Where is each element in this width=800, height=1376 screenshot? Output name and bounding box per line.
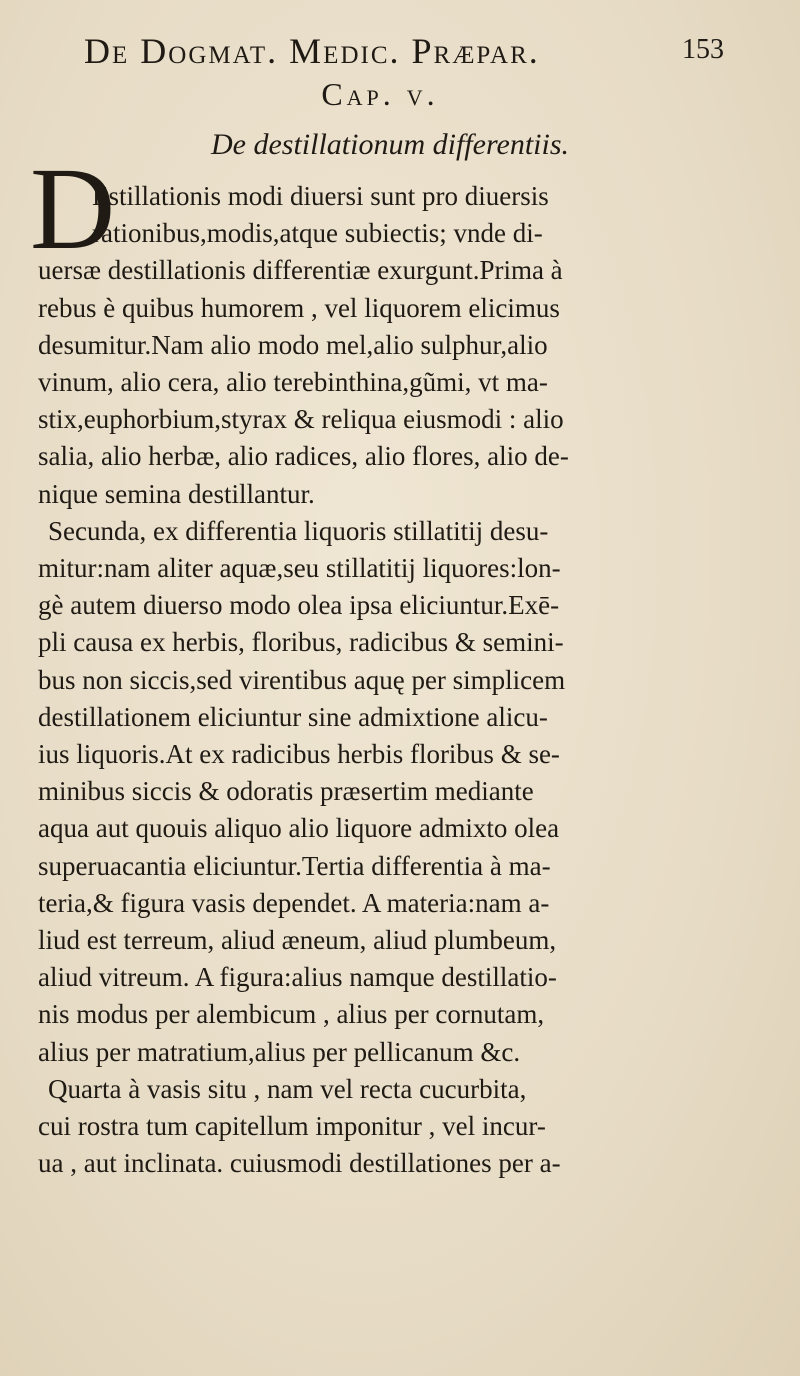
- text-line: teria,& figura vasis dependet. A materia:nam a-: [38, 887, 550, 918]
- text-line: minibus siccis & odoratis præsertim mediante: [38, 776, 534, 807]
- text-line: destillationem eliciuntur sine admixtione alicu-: [38, 701, 548, 732]
- text-line: gè autem diuerso modo olea ipsa eliciuntur.Exē-: [38, 590, 560, 621]
- chapter-heading: Cap. v.: [321, 76, 439, 112]
- text-line: nis modus per alembicum , alius per cornutam,: [38, 999, 545, 1030]
- text-line: pli causa ex herbis, floribus, radicibus & semini-: [38, 627, 564, 658]
- text-line: desumitur.Nam alio modo mel,alio sulphur,alio: [38, 329, 548, 360]
- text-line: vinum, alio cera, alio terebinthina,gũmi, vt ma-: [38, 367, 548, 397]
- running-head: [84, 30, 724, 72]
- drop-cap: D: [30, 143, 116, 274]
- text-line: cui rostra tum capitellum imponitur , vel incur-: [38, 1111, 546, 1141]
- text-line: mitur:nam aliter aquæ,seu stillatitij liquores:lon-: [38, 553, 561, 583]
- text-line: bus non siccis,sed virentibus aquę per simplicem: [38, 664, 566, 695]
- text-line: ua , aut inclinata. cuiusmodi destillationes per a-: [38, 1148, 561, 1179]
- text-line: Quarta à vasis situ , nam vel recta cucurbita,: [48, 1073, 527, 1104]
- text-line: uersæ destillationis differentiæ exurgunt.Prima à: [38, 255, 563, 286]
- text-line: salia, alio herbæ, alio radices, alio flores, alio de-: [38, 441, 569, 472]
- text-line: Estillationis modi diuersi sunt pro diuersis: [92, 181, 549, 211]
- text-line: Secunda, ex differentia liquoris stillatitij desu-: [48, 515, 549, 546]
- text-line: stix,euphorbium,styrax & reliqua eiusmodi : alio: [38, 404, 564, 435]
- text-line: superuacantia eliciuntur.Tertia differentia à ma-: [38, 850, 551, 881]
- text-line: aliud vitreum. A figura:alius namque destillatio-: [38, 962, 557, 993]
- text-line: ius liquoris.At ex radicibus herbis floribus & se-: [38, 739, 560, 769]
- text-line: rebus è quibus humorem , vel liquorem elicimus: [38, 292, 560, 323]
- running-title: De Dogmat. Medic. Præpar.: [84, 31, 540, 71]
- text-line: liud est terreum, aliud æneum, aliud plumbeum,: [38, 925, 557, 955]
- section-title: De destillationum differentiis.: [210, 128, 570, 161]
- text-line: rationibus,modis,atque subiectis; vnde di-: [92, 218, 543, 249]
- text-line: nique semina destillantur.: [38, 478, 315, 509]
- text-line: aqua aut quouis aliquo alio liquore admixto olea: [38, 813, 560, 844]
- text-line: alius per matratium,alius per pellicanum &c.: [38, 1036, 521, 1067]
- page-number: 153: [682, 34, 724, 65]
